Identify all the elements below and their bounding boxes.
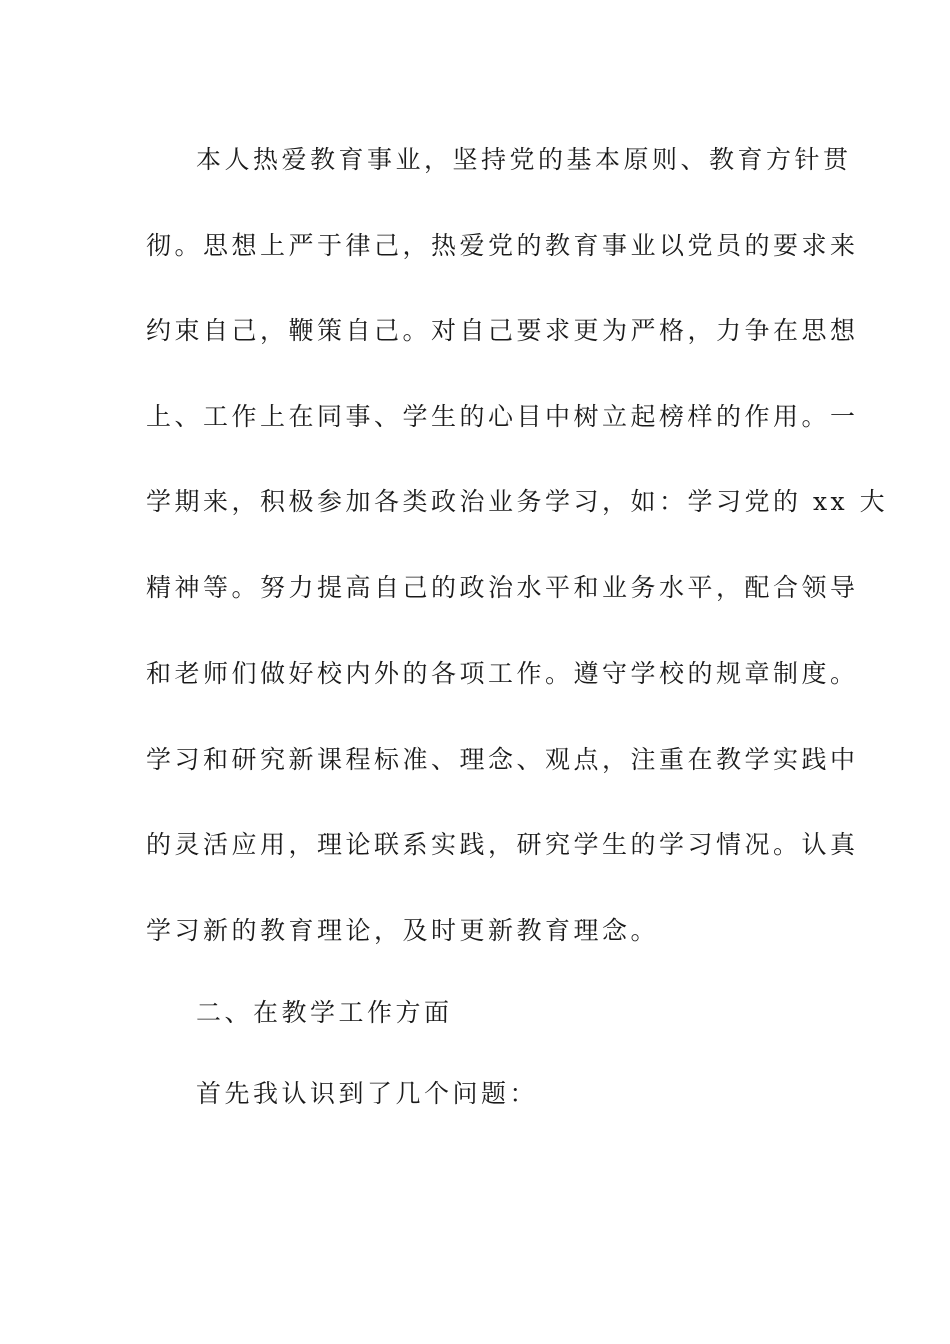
paragraph-line: 精神等。努力提高自己的政治水平和业务水平，配合领导 (146, 573, 859, 602)
paragraph-line: 上、工作上在同事、学生的心目中树立起榜样的作用。一 (146, 402, 859, 431)
paragraph-line: 约束自己，鞭策自己。对自己要求更为严格，力争在思想 (146, 316, 859, 345)
paragraph-text: 首先我认识到了几个问题： (196, 1079, 539, 1108)
paragraph-line: 本人热爱教育事业，坚持党的基本原则、教育方针贯 (196, 145, 852, 174)
paragraph-line: 学习新的教育理论，及时更新教育理念。 (146, 916, 660, 945)
paragraph-line: 学习和研究新课程标准、理念、观点，注重在教学实践中 (146, 745, 859, 774)
section-heading: 二、在教学工作方面 (196, 998, 453, 1027)
paragraph-line: 彻。思想上严于律己，热爱党的教育事业以党员的要求来 (146, 231, 859, 260)
paragraph-line: 和老师们做好校内外的各项工作。遵守学校的规章制度。 (146, 659, 859, 688)
paragraph-line: 学期来，积极参加各类政治业务学习，如：学习党的 xx 大 (146, 487, 889, 516)
paragraph-line: 的灵活应用，理论联系实践，研究学生的学习情况。认真 (146, 830, 859, 859)
